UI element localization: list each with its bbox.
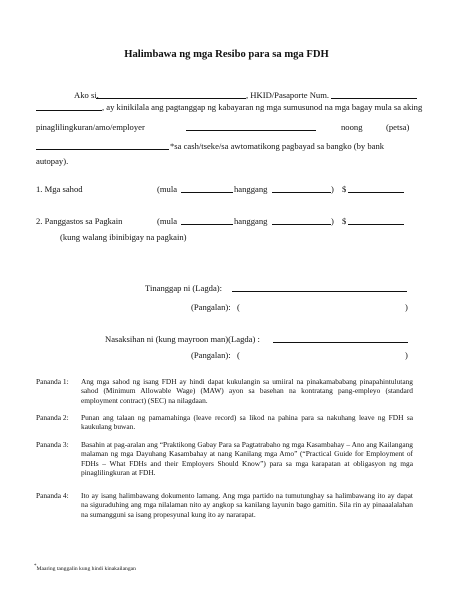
pangalan-2-close: ) [405,350,408,360]
note-2-label: Pananda 2: [36,413,69,422]
employer-label: pinaglilingkuran/amo/employer [36,122,145,132]
item-1-from-field[interactable] [181,192,233,193]
note-4-text: Ito ay isang halimbawang dokumento lamang. Ang mga partido na tumutunghay sa halimbawang ito ay dapat na siguraduhing ang mga nilalaman nito ay angkop sa kanilang layunin bago gamitin. Sila rin ay pinaaalalahan na sumangguni sa isang propesyunal kung ito ay nararapat. [81,491,413,519]
employer-field[interactable] [186,130,316,131]
item-2-note: (kung walang ibinibigay na pagkain) [60,232,187,242]
item-2-amount-field[interactable] [348,224,404,225]
noong-label: noong [341,122,363,132]
hkid-label: , HKID/Pasaporte Num. [246,90,330,100]
pangalan-2-open: ( [237,350,240,360]
tinanggap-label: Tinanggap ni (Lagda): [145,283,223,293]
hkid-number-field-cont[interactable] [36,110,102,111]
item-2-close: ) [331,216,334,226]
pangalan-1-open: ( [237,302,240,312]
document-title: Halimbawa ng mga Resibo para sa mga FDH [124,49,329,60]
nasaksihan-signature-field[interactable] [273,342,408,343]
item-1-close: ) [331,184,334,194]
pangalan-1-close: ) [405,302,408,312]
pangalan-2-label: (Pangalan): [191,350,231,360]
item-1-to-field[interactable] [272,192,331,193]
date-field[interactable] [36,149,169,150]
hkid-number-field[interactable] [331,98,417,99]
nasaksihan-label: Nasaksihan ni (kung mayroon man)(Lagda) : [105,334,260,344]
tinanggap-signature-field[interactable] [232,291,407,292]
item-1-label: 1. Mga sahod [36,184,83,194]
footnote-mark: * [34,564,37,570]
note-1-text: Ang mga sahod ng isang FDH ay hindi dapat kukulangin sa umiiral na pinakamababang pinapahintulutang sahod (Minimum Allowable Wage) (MAW) ayon sa basehan na kontratang pang-empleyo (standard employment contract) (SEC) na nilagdaan. [81,377,413,405]
item-2-label: 2. Panggastos sa Pagkain [36,216,123,226]
item-2-to-field[interactable] [272,224,331,225]
intro-line-2: , ay kinikilala ang pagtanggap ng kabayaran ng mga sumusunod na mga bagay mula sa aking [102,102,423,112]
ako-si-label: Ako si, [74,90,99,100]
petsa-label: (petsa) [386,122,410,132]
note-1-label: Pananda 1: [36,377,69,386]
pangalan-1-label: (Pangalan): [191,302,231,312]
item-1-mula: (mula [157,184,178,194]
item-1-amount-field[interactable] [348,192,404,193]
payment-method-label: *sa cash/tseke/sa awtomatikong pagbayad sa bangko (by bank [170,141,385,151]
note-3-text: Basahin at pag-aralan ang “Praktikong Gabay Para sa Pagtatrabaho ng mga Kasambahay – Ano ang Kailangang malaman ng mga Dayuhang Kasambahay at nang Kanilang mga Amo” (“Practical Guide for Employment of FDHs – What FDHs and their Employers Should Know”) para sa mga karapatan at obligasyon ng mga pinaglilingkuran at FDH. [81,440,413,478]
note-4-label: Pananda 4: [36,491,69,500]
item-1-hanggang: hanggang [234,184,268,194]
footnote [34,564,136,574]
footnote-text: Maaring tanggalin kung hindi kinakailangan [36,566,136,572]
note-2-text: Punan ang talaan ng pamamahinga (leave record) sa likod na pahina para sa nakuhang leave ng FDH sa kaukulang buwan. [81,413,413,432]
item-2-mula: (mula [157,216,178,226]
item-2-dollar: $ [342,216,347,226]
item-2-from-field[interactable] [181,224,233,225]
item-2-hanggang: hanggang [234,216,268,226]
item-1-dollar: $ [342,184,347,194]
name-field[interactable] [96,98,246,99]
autopay-label: autopay). [36,156,69,166]
note-3-label: Pananda 3: [36,440,69,449]
